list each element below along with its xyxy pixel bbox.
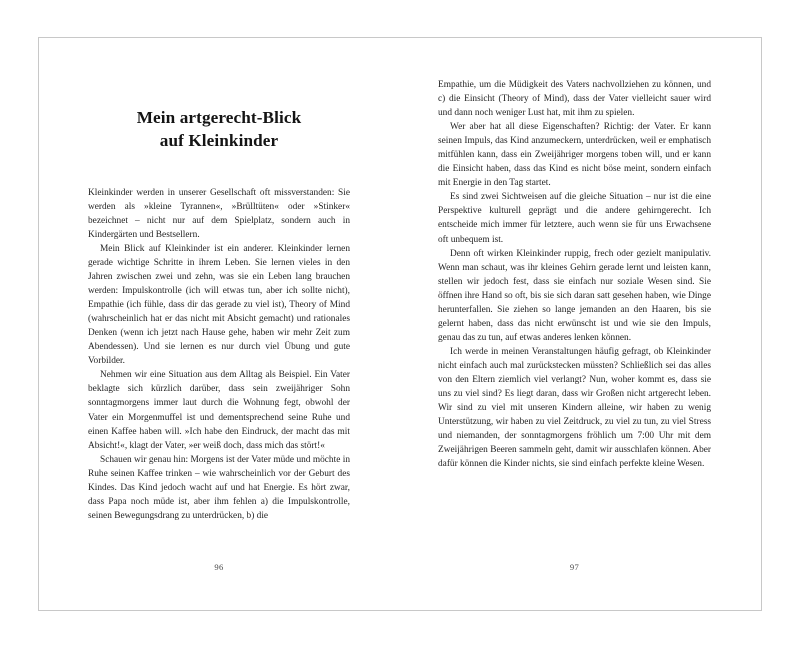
paragraph: Ich werde in meinen Veranstaltungen häufig gefragt, ob Kleinkinder nicht einfach auch mal zurückstecken müssten? Schließlich sei das alles von den Eltern ziemlich viel verlangt? Nun, woher kommt es, dass sie uns zu viel sind? Es liegt daran, dass wir Großen nicht artgerecht leben. Wir sind zu viel mit unseren Kindern alleine, wir haben zu wenig Unterstützung, wir haben zu viel Zeitdruck, zu viel zu tun, zu viel Stress und niemanden, der sonntagmorgens fröhlich um 7:00 Uhr mit dem Zweijährigen Beeren sammeln geht, damit wir ausschlafen können. Aber dafür können die Kinder nichts, sie sind einfach perfekte kleine Wesen. — [438, 346, 711, 470]
page-number-right: 97 — [569, 562, 580, 572]
right-text-block — [438, 38, 711, 610]
chapter-title — [88, 38, 350, 153]
chapter-title-line-2: auf Kleinkinder — [159, 130, 279, 150]
paragraph: Wer aber hat all diese Eigenschaften? Richtig: der Vater. Er kann seinen Impuls, das Kind anzumeckern, unterdrücken, weil er emphatisch mitfühlen kann, dass ein Zweijähriger morgens toben will, und er kann die Einsicht haben, dass das Kind es nicht böse meint, sondern einfach mit Energie in den Tag startet. — [438, 122, 711, 189]
chapter-title-line-1: Mein artgerecht-Blick — [136, 108, 302, 127]
page-right — [400, 38, 761, 610]
paragraph: Schauen wir genau hin: Morgens ist der Vater müde und möchte in Ruhe seinen Kaffee trinken – wie wahrscheinlich vor der Geburt des Kindes. Das Kind jedoch wacht auf und hat Energie. Es hört zwar, dass Papa noch müde ist, aber ihm fehlen a) die Impulskontrolle, seinen Bewegungsdrang zu unterdrücken, b) die — [88, 454, 350, 521]
paragraph: Mein Blick auf Kleinkinder ist ein anderer. Kleinkinder lernen gerade wichtige Schritte in ihrem Leben. Sie lernen vieles in den Jahren zwischen zwei und zehn, was sie ein Leben lang brauchen werden: Impulskontrolle (ich will etwas tun, aber ich sollte nicht), Empathie (ich fühle, dass dir das gerade zu viel ist), Theory of Mind (wahrscheinlich hat er das nicht mit Absicht gemacht) und rationales Denken (wenn ich jetzt nach Hause gehe, haben wir mehr Zeit zum Abendessen). Und sie lernen es nur durch viel Übung und gute Vorbilder. — [88, 243, 350, 367]
paragraph: Nehmen wir eine Situation aus dem Alltag als Beispiel. Ein Vater beklagte sich kürzlich darüber, dass sein zweijähriger Sohn sonntagmorgens immer laut durch die Wohnung fegt, obwohl der Vater ein Morgenmuffel ist und dementsprechend seine Ruhe und einen Kaffee haben will. »Ich habe den Eindruck, der macht das mit Absicht!«, klagt der Vater, »er weiß doch, dass mich das stört!« — [88, 370, 350, 451]
page-number-left: 96 — [214, 562, 224, 572]
left-text-block — [88, 38, 350, 610]
paragraph: Es sind zwei Sichtweisen auf die gleiche Situation – nur ist die eine Perspektive kulturell geprägt und die andere gehirngerecht. Ich entscheide mich immer für letztere, auch wenn sie für uns Erwachsene oft unbequem ist. — [438, 192, 711, 245]
book-spread — [38, 37, 762, 611]
page-left — [39, 38, 400, 610]
paragraph: Kleinkinder werden in unserer Gesellschaft oft missverstanden: Sie werden als »kleine Tyrannen«, »Brülltüten« oder »Stinker« bezeichnet – nicht nur auf dem Spielplatz, sondern auch in Kindergärten und Bestsellern. — [88, 187, 350, 240]
paragraph: Empathie, um die Müdigkeit des Vaters nachvollziehen zu können, und c) die Einsicht (Theory of Mind), dass der Vater vielleicht sauer wird und dann noch weniger Lust hat, mit ihm zu spielen. — [438, 80, 711, 119]
paragraph: Denn oft wirken Kleinkinder ruppig, frech oder gezielt manipulativ. Wenn man schaut, was ihr kleines Gehirn gerade lernt und leisten kann, stellen wir jedoch fest, dass sie einfach nur soziale Wesen sind. Sie öffnen ihre Hand so oft, bis sie sich daran satt gesehen haben, wie Dinge herunterfallen. Sie ziehen so lange jemanden an den Haaren, bis sie gelernt haben, dass das nicht erwünscht ist und wie sie den Impuls, genau das zu tun, auf etwas anderes lenken können. — [438, 248, 711, 343]
